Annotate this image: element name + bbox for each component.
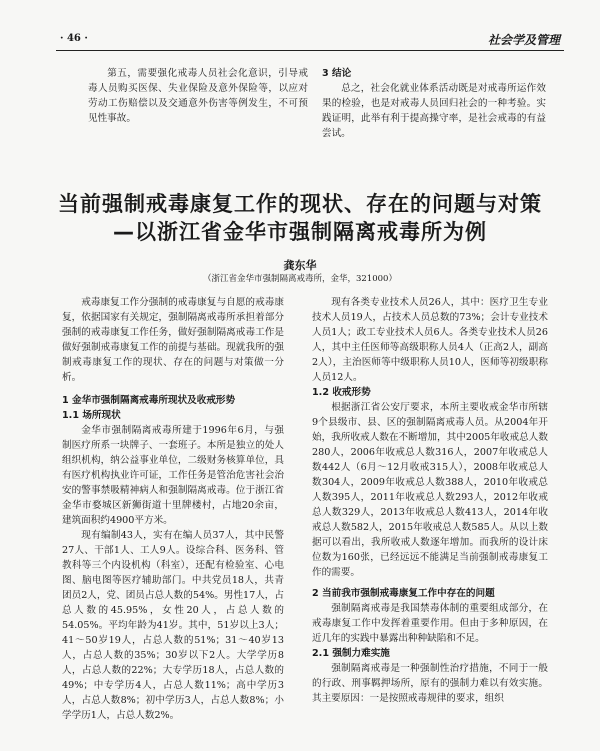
- author: 龚东华: [283, 259, 317, 272]
- top-left-block: [88, 66, 308, 126]
- technical-staff-paragraph: 现有各类专业技术人员26人，其中：医疗卫生专业技术人员19人，占技术人员总数的73%；会计专业技术人员1人；政工专业技术人员6人。各类专业技术人员26人，其中主任医师等高级职称人员4人（正高2人，副高2人），主治医师等中级职称人员10人，医师等初级职称人员12人。: [312, 297, 548, 383]
- article-subtitle: —以浙江省金华市强制隔离戒毒所为例: [113, 220, 487, 244]
- section-1-1-heading: 1.1 场所现状: [62, 410, 121, 421]
- top-left-paragraph: 第五，需要强化戒毒人员社会化意识，引导戒毒人员购买医保、失业保险及意外保险等，以应对劳动工伤赔偿以及交通意外伤害等例发生，不可预见性事故。: [88, 68, 308, 124]
- section-2-heading: 2 当前我市强制戒毒康复工作中存在的问题: [312, 588, 495, 599]
- problems-paragraph: 强制隔离戒毒是我国禁毒体制的重要组成部分，在戒毒康复工作中发挥着重要作用。但由于多种原因，在近几年的实践中暴露出种种缺陷和不足。: [312, 603, 548, 644]
- page-number: · 46 ·: [60, 33, 88, 44]
- left-column: [62, 295, 284, 723]
- right-column: [312, 295, 548, 706]
- enforcement-paragraph: 强制隔离戒毒是一种强制性治疗措施，不同于一般的行政、刑事羁押场所，原有的强制力难以有效实施。其主要原因：一是按照戒毒规律的要求，组织: [312, 663, 548, 704]
- section-1-heading: 1 金华市强制隔离戒毒所现状及收戒形势: [62, 395, 236, 406]
- conclusion-paragraph: 总之，社会化就业体系活动既是对戒毒所运作效果的检验，也是对戒毒人员回归社会的一种考验。实践证明，此举有利于提高操守率，是社会戒毒的有益尝试。: [322, 83, 546, 139]
- intro-paragraph: 戒毒康复工作分强制的戒毒康复与自愿的戒毒康复，依据国家有关规定，强制隔离戒毒所承担着部分强制的戒毒康复工作任务，做好强制隔离戒毒工作是做好强制戒毒康复工作的前提与基础。现就我所的强制戒毒康复工作的现状、存在的问题与对策做一分析。: [62, 297, 284, 383]
- section-2-1-heading: 2.1 强制力难实施: [312, 648, 390, 659]
- intake-paragraph: 根据浙江省公安厅要求，本所主要收戒金华市所辖9个县级市、县、区的强制隔离戒毒人员。从2004年开始，我所收戒人数在不断增加，其中2005年收戒总人数280人，2006年收戒总人数316人，2007年收戒总人数442人（6月～12月收戒315人），2008年收戒总人数304人，2009年收戒总人数388人，2010年收戒总人数395人，2011年收戒总人数293人，2012年收戒总人数329人，2013年收戒总人数413人，2014年收戒总人数582人，2015年收戒总人数585人。从以上数据可以看出，我所收戒人数逐年增加。而我所的设计床位数为160张，已经远远不能满足当前强制戒毒康复工作的需要。: [312, 402, 548, 578]
- article-title: 当前强制戒毒康复工作的现状、存在的问题与对策: [58, 192, 542, 216]
- affiliation: （浙江省金华市强制隔离戒毒所，金华，321000）: [203, 274, 397, 284]
- conclusion-heading: 3 结论: [322, 68, 352, 79]
- header-rule: [56, 50, 564, 51]
- top-right-block: [322, 66, 546, 141]
- section-1-2-heading: 1.2 收戒形势: [312, 387, 371, 398]
- staffing-paragraph: 现有编制43人，实有在编人员37人，其中民警27人、干部1人、工人9人。设综合科、医务科、管教科等三个内设机构（科室），还配有检验室、心电图、脑电图等医疗辅助部门。中共党员18人，共青团员2人，党、团员占总人数的54%。男性17人，占总人数的45.95%，女性20人，占总人数的54.05%。平均年龄为41岁。其中，51岁以上3人；41～50岁19人，占总人数的51%；31～40岁13人，占总人数的35%；30岁以下2人。大学学历8人，占总人数的22%；大专学历18人，占总人数的49%；中专学历4人，占总人数11%；高中学历3人，占总人数8%；初中学历3人，占总人数8%；小学学历1人，占总人数2%。: [62, 530, 284, 721]
- site-status-paragraph: 金华市强制隔离戒毒所建于1996年6月，与强制医疗所系一块牌子、一套班子。本所是独立的处人组织机构，纳公益事业单位，二级财务核算单位，具有医疗机构执业许可证，工作任务是管治危害社会治安的警事禁吸精神病人和强制隔离戒毒。位于浙江省金华市婺城区新狮街道十里牌楼村，占地20余亩，建筑面积约4900平方米。: [62, 425, 284, 526]
- section-name: 社会学及管理: [487, 33, 560, 47]
